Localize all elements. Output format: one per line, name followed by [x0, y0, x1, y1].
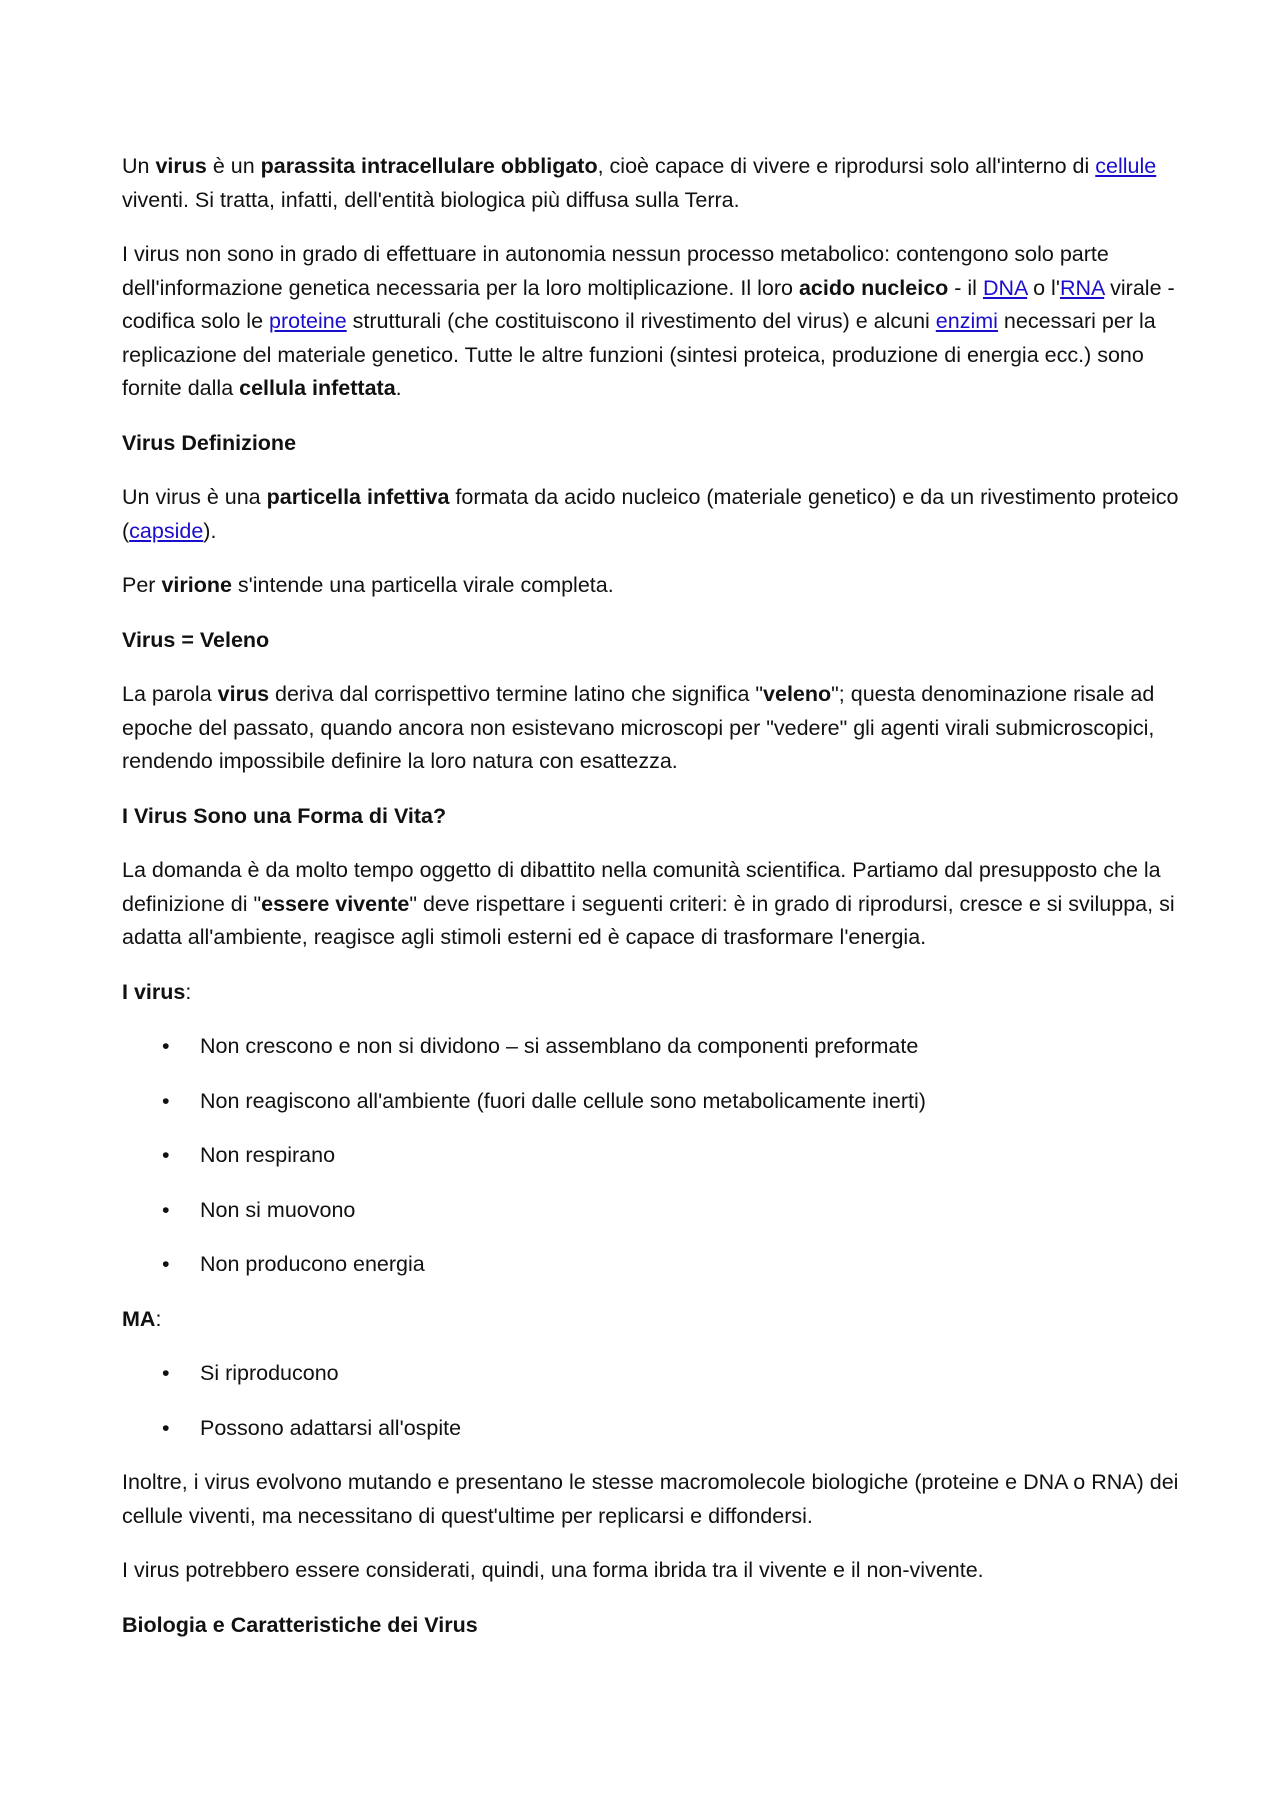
- list-item: • Non crescono e non si dividono – si assemblano da componenti preformate: [122, 1030, 1182, 1064]
- list-item: • Si riproducono: [122, 1357, 1182, 1391]
- bullet-icon: •: [162, 1252, 170, 1276]
- list-item: • Non respirano: [122, 1139, 1182, 1173]
- paragraph-definizione: Un virus è una particella infettiva formata da acido nucleico (materiale genetico) e da un rivestimento proteico (capside).: [122, 485, 1179, 543]
- list-item: • Possono adattarsi all'ospite: [122, 1412, 1182, 1446]
- paragraph-intro: Un virus è un parassita intracellulare obbligato, cioè capace di vivere e riprodursi solo all'interno di cellule viventi. Si tratta, infatti, dell'entità biologica più diffusa sulla Terra.: [122, 154, 1157, 212]
- document-body: [122, 150, 1182, 1663]
- link-enzimi[interactable]: enzimi: [935, 309, 998, 333]
- bullet-icon: •: [162, 1415, 170, 1440]
- paragraph-veleno: La parola virus deriva dal corrispettivo termine latino che significa "veleno"; questa denominazione risale ad epoche del passato, quando ancora non esistevano microscopi per "vedere" gli agenti virali submicroscopici, rendendo impossibile definire la loro natura con esattezza.: [122, 682, 1155, 773]
- bullet-icon: •: [162, 1197, 170, 1222]
- bullet-icon: •: [162, 1361, 170, 1385]
- paragraph-i-virus-label: I virus:: [122, 979, 192, 1004]
- heading-virus-definizione: Virus Definizione: [122, 430, 297, 455]
- paragraph-virione: Per virione s'intende una particella virale completa.: [122, 573, 614, 597]
- paragraph-ma-label: MA:: [122, 1306, 162, 1331]
- heading-forma-di-vita: I Virus Sono una Forma di Vita?: [122, 803, 447, 828]
- link-dna[interactable]: DNA: [982, 275, 1028, 300]
- link-proteine[interactable]: proteine: [269, 309, 347, 333]
- list-virus-non: [122, 1030, 1182, 1282]
- list-item: • Non si muovono: [122, 1194, 1182, 1228]
- paragraph-metabolism: I virus non sono in grado di effettuare in autonomia nessun processo metabolico: contengono solo parte dell'informazione genetica necessaria per la loro moltiplicazione. Il loro acido nucleico - il DNA o l'RNA virale - codifica solo le proteine strutturali (che costituiscono il rivestimento del virus) e alcuni enzimi necessari per la replicazione del materiale genetico. Tutte le altre funzioni (sintesi proteica, produzione di energia ecc.) sono fornite dalla cellula infettata.: [122, 242, 1175, 400]
- link-rna[interactable]: RNA: [1059, 275, 1105, 300]
- bullet-icon: •: [162, 1088, 170, 1113]
- list-item: • Non producono energia: [122, 1248, 1182, 1282]
- bullet-icon: •: [162, 1143, 170, 1167]
- heading-biologia-caratteristiche: Biologia e Caratteristiche dei Virus: [122, 1612, 478, 1637]
- list-virus-ma: [122, 1357, 1182, 1445]
- link-capside[interactable]: capside: [129, 518, 204, 543]
- heading-virus-veleno: Virus = Veleno: [122, 627, 270, 652]
- list-item: • Non reagiscono all'ambiente (fuori dalle cellule sono metabolicamente inerti): [122, 1085, 1182, 1119]
- link-cellule[interactable]: cellule: [1095, 154, 1157, 178]
- paragraph-forma-ibrida: I virus potrebbero essere considerati, quindi, una forma ibrida tra il vivente e il non-vivente.: [122, 1558, 984, 1582]
- paragraph-essere-vivente: La domanda è da molto tempo oggetto di dibattito nella comunità scientifica. Partiamo dal presupposto che la definizione di "essere vivente" deve rispettare i seguenti criteri: è in grado di riprodursi, cresce e si sviluppa, si adatta all'ambiente, reagisce agli stimoli esterni ed è capace di trasformare l'energia.: [122, 858, 1175, 949]
- bullet-icon: •: [162, 1034, 170, 1058]
- paragraph-evoluzione: Inoltre, i virus evolvono mutando e presentano le stesse macromolecole biologiche (proteine e DNA o RNA) dei cellule viventi, ma necessitano di quest'ultime per replicarsi e diffondersi.: [122, 1470, 1179, 1528]
